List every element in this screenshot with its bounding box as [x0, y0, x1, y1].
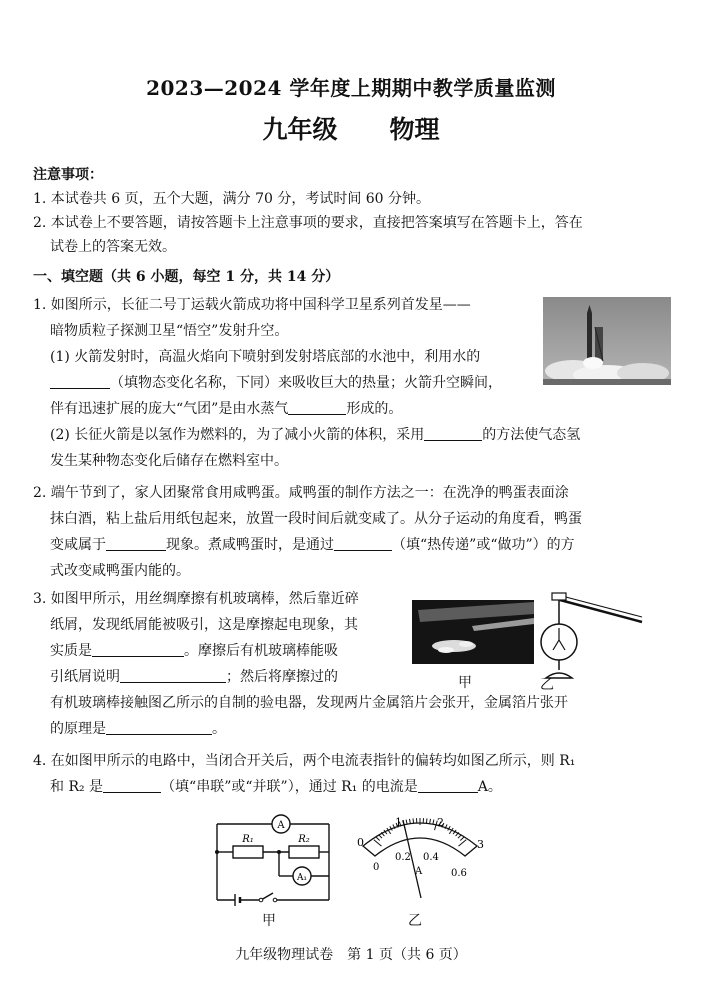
- notice-item-1: 1. 本试卷共 6 页，五个大题，满分 70 分，考试时间 60 分钟。: [33, 191, 431, 207]
- q4-line-1: 4. 在如图甲所示的电路中，当闭合开关后，两个电流表指针的偏转均如图乙所示，则 R₁: [33, 753, 576, 769]
- q3-line-4: 引纸屑说明 ；然后将摩擦过的: [50, 664, 338, 690]
- dial-tick: [413, 818, 414, 823]
- exam-subtitle: [0, 110, 702, 146]
- notice-item-2: 2. 本试卷上不要答题，请按答题卡上注意事项的要求，直接把答案填写在答题卡上，答在: [33, 215, 583, 231]
- q1-line-4: （填物态变化名称，下同）来吸收巨大的热量；火箭升空瞬间，: [50, 370, 502, 396]
- glass-rod-photo: [412, 600, 534, 664]
- q3-line-6: 的原理是 。: [50, 716, 226, 742]
- outer-tick-label: 3: [477, 838, 484, 851]
- answer-blank: [50, 372, 110, 389]
- notice-heading: 注意事项：: [33, 167, 103, 183]
- answer-blank: [424, 424, 482, 441]
- answer-blank: [106, 534, 166, 551]
- dial-tick: [426, 818, 427, 823]
- q1-line-6: (2) 长征火箭是以氢作为燃料的，为了减小火箭的体积，采用 的方法使气态氢: [50, 422, 580, 448]
- answer-blank: [92, 640, 184, 657]
- ammeter-dial: [345, 808, 495, 908]
- notice-item-2-cont: 试卷上的答案无效。: [50, 239, 176, 255]
- outer-tick-label: 1: [395, 816, 402, 829]
- inner-tick-label: 0.4: [423, 852, 439, 863]
- q2-line-2: 抹白酒，粘上盐后用纸包起来，放置一段时间后就变咸了。从分子运动的角度看，鸭蛋: [50, 511, 582, 527]
- outer-tick-label: 2: [437, 816, 444, 829]
- answer-blank: [103, 776, 161, 793]
- answer-blank: [334, 534, 392, 551]
- answer-blank: [418, 776, 478, 793]
- ammeter-a1-label: A₁: [296, 873, 308, 883]
- outer-tick-label: 0: [357, 836, 364, 849]
- q3-line-1: 3. 如图甲所示，用丝绸摩擦有机玻璃棒，然后靠近碎: [33, 591, 359, 607]
- ammeter-a-label: A: [277, 820, 285, 831]
- q2-line-3: 变咸属于 现象。煮咸鸭蛋时，是通过 （填“热传递”或“做功”）的方: [50, 532, 575, 558]
- page-footer: 九年级物理试卷 第 1 页（共 6 页）: [235, 947, 467, 963]
- q1-line-7: 发生某种物态变化后储存在燃料室中。: [50, 453, 288, 469]
- q2-line-4: 式改变咸鸭蛋内能的。: [50, 563, 190, 579]
- r2-label: R₂: [298, 834, 310, 845]
- exam-title: 2023—2024 学年度上期期中教学质量监测: [146, 76, 556, 100]
- figure-label-jia: 甲: [458, 675, 472, 691]
- section-heading: 一、填空题（共 6 小题，每空 1 分，共 14 分）: [33, 269, 340, 285]
- q1-line-5: 伴有迅速扩展的庞大“气团”是由水蒸气 形成的。: [50, 396, 402, 422]
- q2-line-1: 2. 端午节到了，家人团聚常食用咸鸭蛋。咸鸭蛋的制作方法之一：在洗净的鸭蛋表面涂: [33, 485, 569, 501]
- q3-line-5: 有机玻璃棒接触图乙所示的自制的验电器，发现两片金属箔片会张开，金属箔片张开: [50, 695, 568, 711]
- figure-label-yi: 乙: [540, 677, 554, 693]
- inner-tick-label: 0: [373, 862, 380, 873]
- q1-line-3: (1) 火箭发射时，高温火焰向下喷射到发射塔底部的水池中，利用水的: [50, 349, 481, 365]
- dial-tick: [410, 819, 411, 824]
- q1-line-2: 暗物质粒子探测卫星“悟空”发射升空。: [50, 323, 289, 339]
- circuit-caption: 甲: [262, 913, 276, 929]
- unit-label: A: [415, 866, 423, 877]
- inner-tick-label: 0.2: [395, 852, 411, 863]
- circuit-diagram: [205, 808, 340, 914]
- q3-line-2: 纸屑，发现纸屑能被吸引，这是摩擦起电现象，其: [50, 617, 358, 633]
- grade-label: 九年级: [262, 115, 338, 144]
- q3-line-3: 实质是 。摩擦后有机玻璃棒能吸: [50, 638, 338, 664]
- answer-blank: [288, 398, 346, 415]
- inner-tick-label: 0.6: [451, 868, 467, 879]
- q4-line-2: 和 R₂ 是 （填“串联”或“并联”），通过 R₁ 的电流是 A。: [50, 774, 502, 800]
- q1-line-1: 1. 如图所示，长征二号丁运载火箭成功将中国科学卫星系列首发星——: [33, 297, 471, 313]
- r1-label: R₁: [242, 834, 254, 845]
- answer-blank: [120, 666, 226, 683]
- rocket-launch-photo: [543, 297, 671, 385]
- answer-blank: [106, 718, 212, 735]
- electroscope-diagram: [530, 586, 646, 682]
- meter-caption: 乙: [408, 913, 422, 929]
- dial-tick: [430, 819, 431, 824]
- subject-label: 物理: [389, 115, 440, 144]
